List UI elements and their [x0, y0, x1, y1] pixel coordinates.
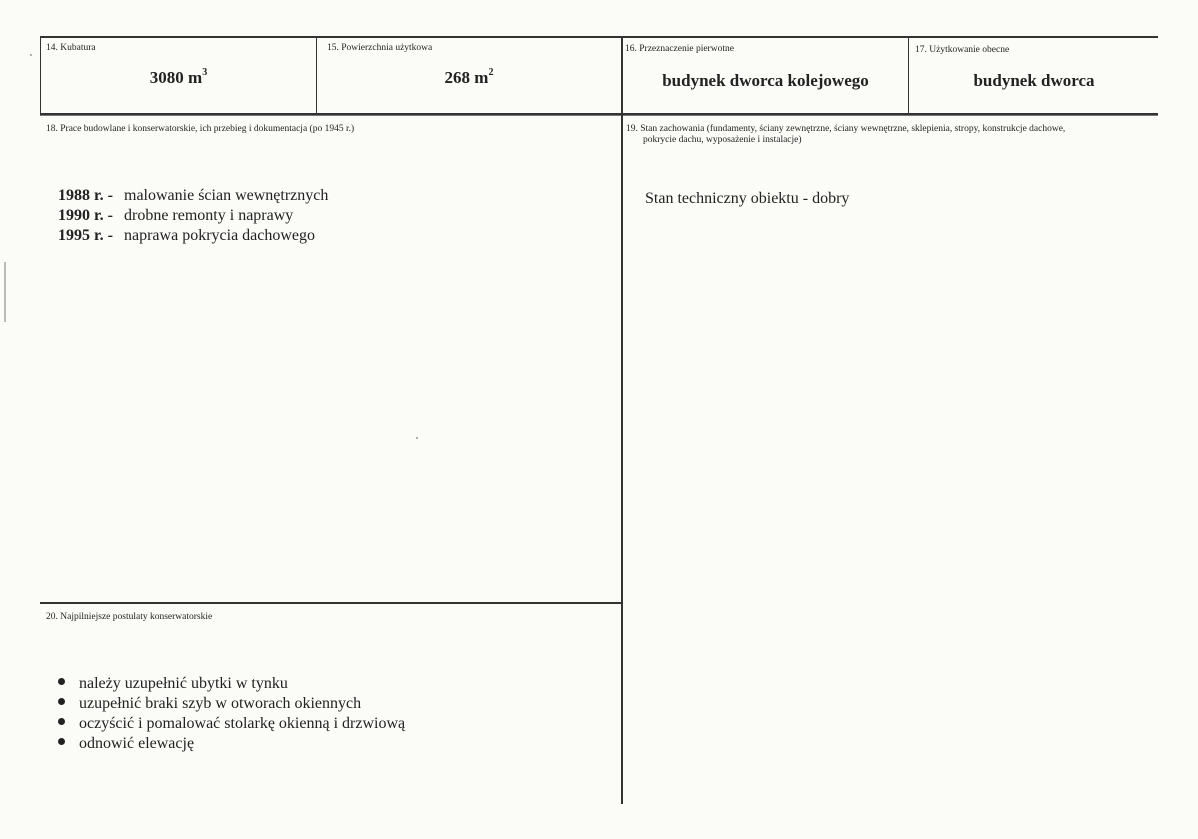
- prace-entry-1988: [58, 186, 328, 206]
- prace-year: 1995 r. -: [58, 227, 113, 244]
- postulaty-list: [56, 674, 405, 754]
- postulat-text: uzupełnić braki szyb w otworach okiennych: [79, 695, 362, 712]
- scan-edge-mark: [4, 262, 6, 322]
- divider-15-16: [621, 36, 623, 804]
- postulat-item: [56, 674, 405, 694]
- prace-list: [58, 186, 328, 246]
- postulat-item: [56, 734, 405, 754]
- prace-label: 18. Prace budowlane i konserwatorskie, ich przebieg i dokumentacja (po 1945 r.): [46, 124, 355, 134]
- bullet-icon: [58, 698, 65, 705]
- bullet-icon: [58, 738, 65, 745]
- powierzchnia-number: 268 m: [444, 68, 489, 87]
- prace-year: 1990 r. -: [58, 207, 113, 224]
- stan-label-line2: pokrycie dachu, wyposażenie i instalacje): [643, 135, 802, 145]
- przeznaczenie-label: 16. Przeznaczenie pierwotne: [625, 44, 734, 54]
- uzytkowanie-label: 17. Użytkowanie obecne: [915, 45, 1010, 55]
- powierzchnia-label: 15. Powierzchnia użytkowa: [327, 43, 433, 53]
- prace-entry-1995: [58, 226, 328, 246]
- kubatura-label: 14. Kubatura: [46, 43, 96, 53]
- postulat-text: należy uzupełnić ubytki w tynku: [79, 675, 288, 692]
- postulat-item: [56, 694, 405, 714]
- prace-text: malowanie ścian wewnętrznych: [124, 187, 329, 204]
- stan-value: Stan techniczny obiektu - dobry: [645, 190, 850, 207]
- bullet-icon: [58, 678, 65, 685]
- kubatura-number: 3080 m: [149, 68, 203, 87]
- section20-top-rule: [40, 602, 623, 604]
- scan-speck: [416, 437, 418, 439]
- prace-text: drobne remonty i naprawy: [124, 207, 294, 224]
- kubatura-value: [41, 67, 316, 88]
- bullet-icon: [58, 718, 65, 725]
- uzytkowanie-value: budynek dworca: [973, 71, 1095, 90]
- powierzchnia-value: [317, 67, 621, 88]
- postulat-text: oczyścić i pomalować stolarkę okienną i drzwiową: [79, 715, 406, 732]
- stan-label-line1: 19. Stan zachowania (fundamenty, ściany zewnętrzne, ściany wewnętrzne, sklepienia, stropy, konstrukcje dachowe,: [626, 124, 1066, 134]
- postulaty-label: 20. Najpilniejsze postulaty konserwatorskie: [46, 612, 213, 622]
- top-rule: [40, 36, 1158, 38]
- prace-text: naprawa pokrycia dachowego: [124, 227, 316, 244]
- postulat-text: odnowić elewację: [79, 735, 195, 752]
- row2-bottom-rule: [40, 115, 1158, 116]
- prace-year: 1988 r. -: [58, 187, 113, 204]
- prace-entry-1990: [58, 206, 328, 226]
- przeznaczenie-value: budynek dworca kolejowego: [662, 71, 869, 90]
- powierzchnia-exponent: 2: [488, 67, 494, 78]
- scan-speck: [30, 54, 32, 56]
- kubatura-exponent: 3: [202, 67, 208, 78]
- postulat-item: [56, 714, 405, 734]
